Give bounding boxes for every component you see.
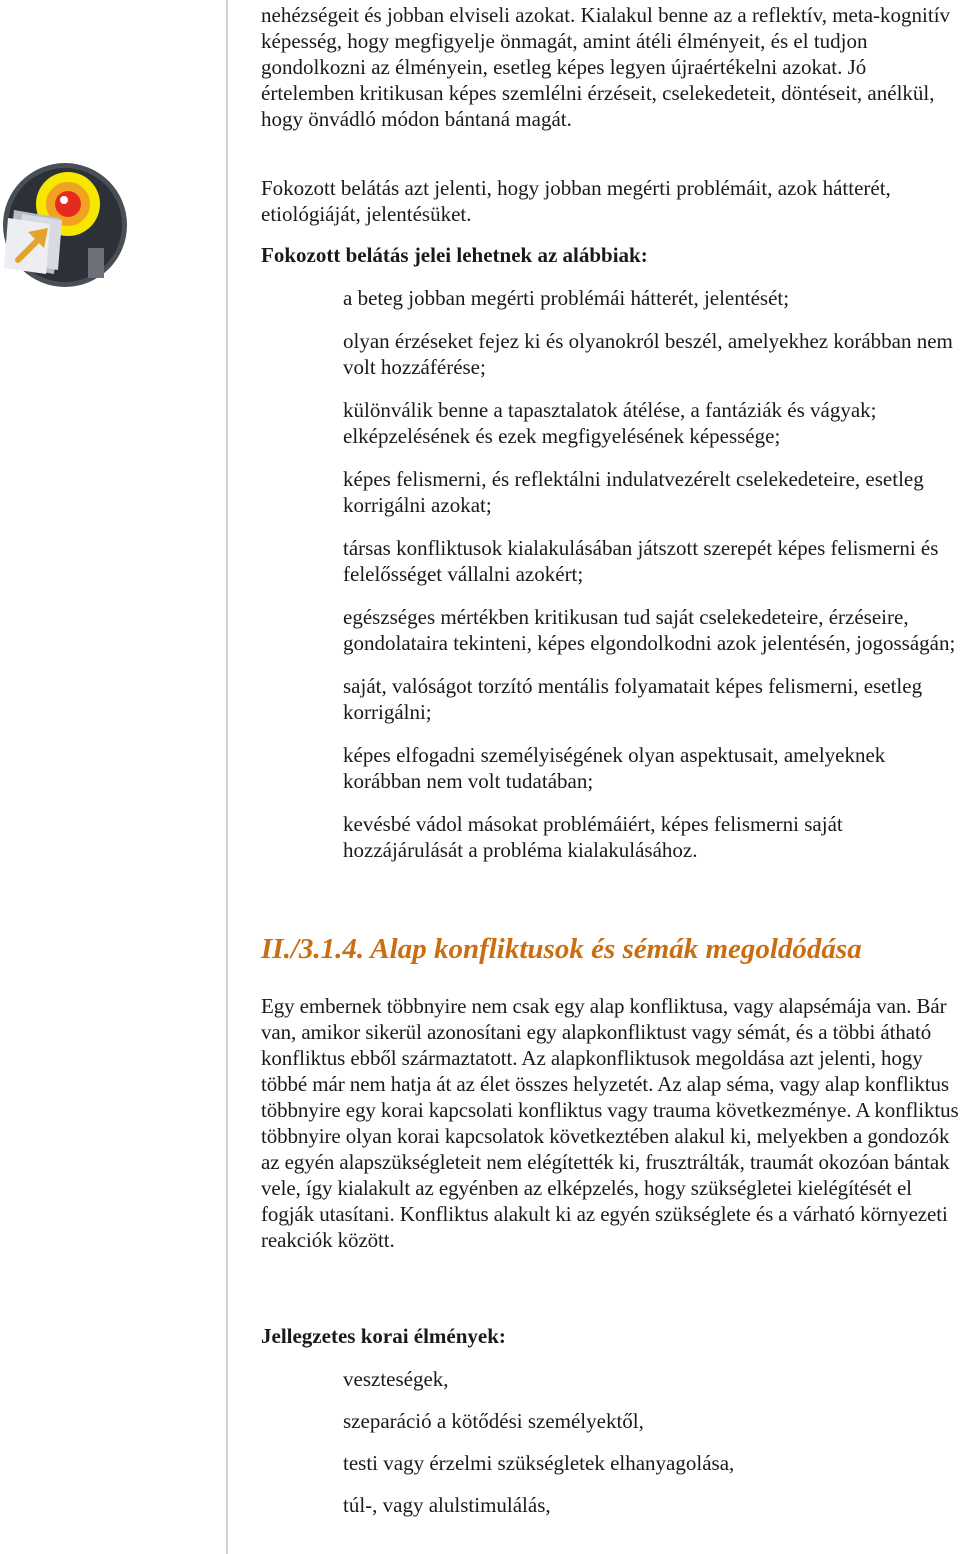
list-item: különválik benne a tapasztalatok átélése, a fantáziák és vágyak; elképzelésének és ezek megfigyelésének képessége; xyxy=(343,398,877,448)
list-item: szeparáció a kötődési személyektől, xyxy=(343,1409,644,1433)
list-item: a beteg jobban megérti problémái hátterét, jelentését; xyxy=(343,286,790,310)
list-item: saját, valóságot torzító mentális folyamatait képes felismerni, esetleg korrigálni; xyxy=(343,674,923,724)
section-title: II./3.1.4. Alap konfliktusok és sémák megoldódása xyxy=(261,933,862,965)
insight-signs-heading: Fokozott belátás jelei lehetnek az alábbiak: xyxy=(261,243,648,267)
paragraph-insight-definition: Fokozott belátás azt jelenti, hogy jobban megérti problémáit, azok hátterét, etiológiáját, jelentésüket. xyxy=(261,176,891,226)
sidebar-divider xyxy=(226,0,228,1554)
list-item: társas konfliktusok kialakulásában játszott szerepét képes felismerni és felelősséget vállalni azokért; xyxy=(343,536,939,586)
insight-signs-list xyxy=(343,285,960,880)
list-item: egészséges mértékben kritikusan tud saját cselekedeteire, érzéseire, gondolataira tekinteni, képes elgondolkodni azok jelentésén, jogosságán; xyxy=(343,605,956,655)
target-arrow-icon xyxy=(2,162,128,292)
list-item: túl-, vagy alulstimulálás, xyxy=(343,1493,551,1517)
list-item: képes elfogadni személyiségének olyan aspektusait, amelyeknek korábban nem volt tudatában; xyxy=(343,743,886,793)
list-item: olyan érzéseket fejez ki és olyanokról beszél, amelyekhez korábban nem volt hozzáférése; xyxy=(343,329,953,379)
paragraph-basic-conflicts: Egy embernek többnyire nem csak egy alap konfliktusa, vagy alapsémája van. Bár van, amikor sikerül azonosítani egy alapkonfliktust vagy sémát, és a többi átható konfliktus ebből származtatott. Az alapkonfliktusok megoldása azt jelenti, hogy többé már nem hatja át az élet összes helyzetét. Az alap séma, vagy alap konfliktus többnyire egy korai kapcsolati konfliktus vagy trauma következménye. A konfliktus többnyire olyan korai kapcsolatok következtében alakul ki, melyekben a gondozók az egyén alapszükségleteit nem elégítették ki, frusztrálták, traumát okozóan bántak vele, így kialakult az egyénben az elképzelés, hogy szükségletei kielégítését el fogják utasítani. Konfliktus alakult ki az egyén szükséglete és a várható környezeti reakciók között. xyxy=(261,994,959,1252)
early-experiences-heading: Jellegzetes korai élmények: xyxy=(261,1324,506,1348)
list-item: veszteségek, xyxy=(343,1367,449,1391)
list-item: testi vagy érzelmi szükségletek elhanyagolása, xyxy=(343,1451,735,1475)
list-item: kevésbé vádol másokat problémáiért, képes felismerni saját hozzájárulását a probléma kialakulásához. xyxy=(343,812,843,862)
list-item: képes felismerni, és reflektálni indulatvezérelt cselekedeteire, esetleg korrigálni azokat; xyxy=(343,467,924,517)
early-experiences-list xyxy=(343,1366,960,1534)
paragraph-reflective-capacity: nehézségeit és jobban elviseli azokat. Kialakul benne az a reflektív, meta-kognitív képesség, hogy megfigyelje önmagát, amint átéli élményeit, és el tudjon gondolkozni az élményein, esetleg képes legyen újraértékelni azokat. Jó értelemben kritikusan képes szemlélni érzéseit, cselekedeteit, döntéseit, anélkül, hogy önvádló módon bántaná magát. xyxy=(261,3,951,131)
